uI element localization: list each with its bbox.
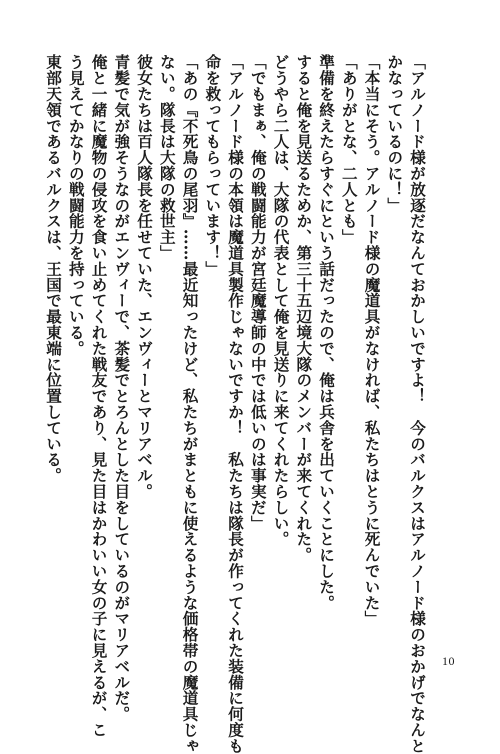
text-line: 東部天領であるバルクスは、王国で最東端に位置している。 bbox=[44, 54, 63, 484]
text-line: 「でもまぁ、俺の戦闘能力が宮廷魔導師の中では低いのは事実だ」 bbox=[248, 54, 268, 531]
text-line: 「ありがとな、二人とも」 bbox=[339, 54, 359, 245]
text-line: う見えてかなりの戦闘能力を持っている。 bbox=[66, 54, 86, 357]
text-line: 準備を終えたらすぐにという話だったので、俺は兵舎を出ていくことにした。 bbox=[317, 54, 336, 611]
text-line: 「本当にそう。アルノード様の魔道具がなければ、私たちはとうに死んでいた」 bbox=[362, 54, 382, 627]
text-line: 「アルノード様の本領は魔道具製作じゃないですか！ 私たちは隊長が作ってくれた装備に何度も bbox=[226, 54, 245, 754]
text-line: かなっているのに！」 bbox=[385, 54, 405, 213]
text-line: ない。隊長は大隊の救世主」 bbox=[157, 54, 177, 261]
text-line: すると俺を見送るためか、第三十五辺境大隊のメンバーが来てくれた。 bbox=[294, 54, 314, 563]
page-number: 10 bbox=[442, 654, 455, 668]
body-text bbox=[41, 54, 428, 754]
text-line: 彼女たちは百人隊長を任せていた、エンヴィーとマリアベル。 bbox=[135, 54, 154, 500]
text-line: 俺と一緒に魔物の侵攻を食い止めてくれた戦友であり、見た目はかわいい女の子に見えるが、こ bbox=[89, 54, 109, 738]
text-line: 青髪で気が強そうなのがエンヴィーで、茶髪でとろんとした目をしているのがマリアベルだ。 bbox=[112, 54, 132, 722]
text-line: 命を救ってもらっています！」 bbox=[203, 54, 223, 277]
text-line: 「アルノード様が放逐だなんておかしいですよ！ 今のバルクスはアルノード様のおかげでなんと bbox=[408, 54, 427, 754]
text-line: どうやら二人は、大隊の代表として俺を見送りに来てくれたらしい。 bbox=[271, 54, 291, 547]
text-line: 「あの『不死鳥の尾羽』……最近知ったけど、私たちがまともに使えるような価格帯の魔道具じゃ bbox=[180, 54, 200, 754]
